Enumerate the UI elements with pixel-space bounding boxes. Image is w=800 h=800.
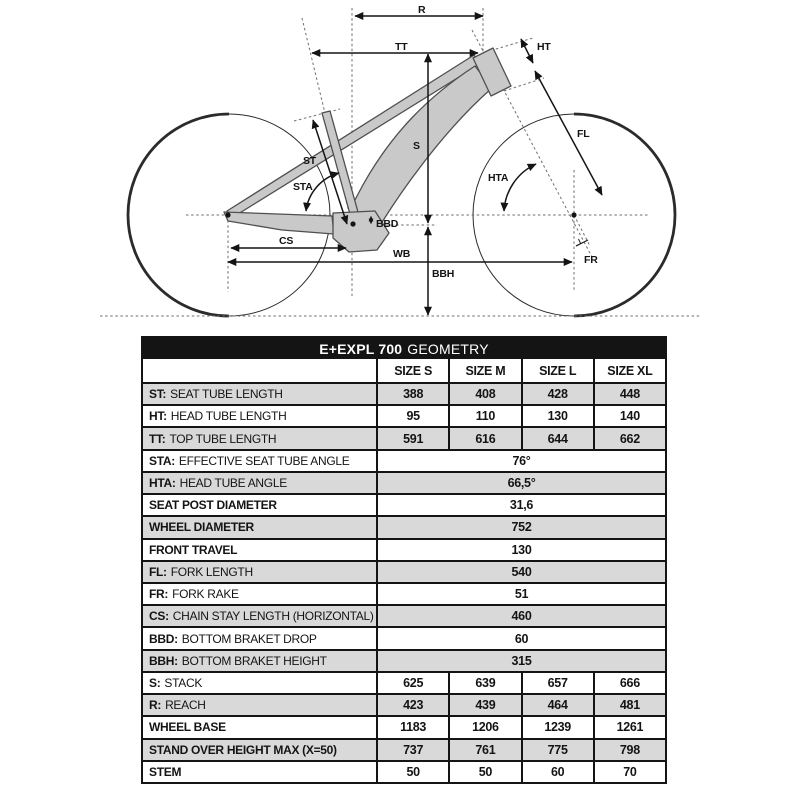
value-cell: 761	[448, 740, 520, 760]
geometry-table-body	[143, 382, 665, 782]
table-row	[143, 515, 665, 537]
row-label: STA: EFFECTIVE SEAT TUBE ANGLE	[149, 453, 350, 468]
value-cell: 625	[376, 673, 448, 693]
merged-value-cell: 540	[376, 562, 665, 582]
value-cell: 1239	[521, 717, 593, 737]
row-label: FR: FORK RAKE	[149, 587, 239, 602]
table-row	[143, 404, 665, 426]
label-toptube: TT	[395, 41, 408, 53]
value-cell: 1206	[448, 717, 520, 737]
value-cell: 439	[448, 695, 520, 715]
value-cell: 95	[376, 406, 448, 426]
table-row	[143, 471, 665, 493]
merged-value-cell: 66,5°	[376, 473, 665, 493]
chainstay	[224, 212, 334, 234]
label-seatangle: STA	[293, 181, 313, 193]
row-label: BBD: BOTTOM BRAKET DROP	[149, 631, 317, 646]
table-row	[143, 426, 665, 448]
front-axle-dot	[571, 212, 576, 217]
value-cell: 130	[521, 406, 593, 426]
merged-value-cell: 31,6	[376, 495, 665, 515]
table-row	[143, 560, 665, 582]
header-size-l: SIZE L	[521, 359, 593, 382]
label-forklength: FL	[577, 128, 590, 140]
label-seattube: ST	[303, 155, 317, 167]
value-cell: 591	[376, 428, 448, 448]
row-label: FRONT TRAVEL	[149, 542, 238, 557]
table-row	[143, 604, 665, 626]
value-cell: 110	[448, 406, 520, 426]
value-cell: 1261	[593, 717, 665, 737]
label-forkrake: FR	[584, 254, 598, 266]
table-row	[143, 715, 665, 737]
table-row	[143, 693, 665, 715]
value-cell: 60	[521, 762, 593, 782]
label-reach: R	[418, 4, 426, 16]
header-size-m: SIZE M	[448, 359, 520, 382]
value-cell: 1183	[376, 717, 448, 737]
label-headtube: HT	[537, 41, 551, 53]
table-row	[143, 738, 665, 760]
merged-value-cell: 752	[376, 517, 665, 537]
label-bbheight: BBH	[432, 268, 455, 280]
table-row	[143, 382, 665, 404]
value-cell: 616	[448, 428, 520, 448]
merged-value-cell: 76°	[376, 451, 665, 471]
row-label: BBH: BOTTOM BRAKET HEIGHT	[149, 653, 327, 668]
row-label: R: REACH	[149, 698, 206, 713]
value-cell: 50	[448, 762, 520, 782]
value-cell: 50	[376, 762, 448, 782]
value-cell: 428	[521, 384, 593, 404]
merged-value-cell: 130	[376, 540, 665, 560]
value-cell: 666	[593, 673, 665, 693]
value-cell: 775	[521, 740, 593, 760]
value-cell: 798	[593, 740, 665, 760]
value-cell: 737	[376, 740, 448, 760]
header-empty-cell	[143, 359, 376, 382]
value-cell: 70	[593, 762, 665, 782]
table-row	[143, 760, 665, 782]
value-cell: 408	[448, 384, 520, 404]
label-wheelbase: WB	[393, 248, 411, 260]
table-row	[143, 671, 665, 693]
row-label: FL: FORK LENGTH	[149, 564, 253, 579]
table-header-row	[143, 359, 665, 382]
header-size-xl: SIZE XL	[593, 359, 665, 382]
value-cell: 481	[593, 695, 665, 715]
bike-geometry-svg	[0, 0, 800, 336]
bike-frame	[224, 48, 511, 252]
geometry-table	[141, 336, 667, 784]
label-stack: S	[413, 140, 420, 152]
table-row	[143, 493, 665, 515]
bottom-bracket-dot	[350, 221, 355, 226]
table-title-word: GEOMETRY	[407, 340, 489, 357]
value-cell: 657	[521, 673, 593, 693]
row-label: STAND OVER HEIGHT MAX (X=50)	[149, 742, 337, 757]
label-chainstay: CS	[279, 235, 294, 247]
row-label: WHEEL DIAMETER	[149, 520, 254, 535]
row-label: ST: SEAT TUBE LENGTH	[149, 387, 283, 402]
table-row	[143, 649, 665, 671]
value-cell: 423	[376, 695, 448, 715]
row-label: CS: CHAIN STAY LENGTH (HORIZONTAL)	[149, 609, 374, 624]
merged-value-cell: 51	[376, 584, 665, 604]
value-cell: 662	[593, 428, 665, 448]
table-title	[143, 338, 665, 359]
value-cell: 464	[521, 695, 593, 715]
value-cell: 448	[593, 384, 665, 404]
label-bbdrop: BBD	[376, 218, 399, 230]
table-row	[143, 582, 665, 604]
row-label: TT: TOP TUBE LENGTH	[149, 431, 277, 446]
bike-geometry-diagram	[0, 0, 800, 336]
value-cell: 644	[521, 428, 593, 448]
forkrake-angle-mark	[576, 239, 581, 246]
label-headangle: HTA	[488, 172, 509, 184]
table-row	[143, 626, 665, 648]
header-size-s: SIZE S	[376, 359, 448, 382]
value-cell: 388	[376, 384, 448, 404]
table-row	[143, 538, 665, 560]
headtube-arrow	[521, 39, 533, 63]
table-title-model: E+EXPL 700	[319, 340, 403, 357]
merged-value-cell: 460	[376, 606, 665, 626]
row-label: S: STACK	[149, 675, 203, 690]
row-label: WHEEL BASE	[149, 720, 226, 735]
table-row	[143, 449, 665, 471]
value-cell: 140	[593, 406, 665, 426]
value-cell: 639	[448, 673, 520, 693]
rear-axle-dot	[225, 212, 230, 217]
row-label: STEM	[149, 764, 182, 779]
headangle-arc	[504, 164, 536, 211]
row-label: HT: HEAD TUBE LENGTH	[149, 409, 287, 424]
merged-value-cell: 315	[376, 651, 665, 671]
row-label: HTA: HEAD TUBE ANGLE	[149, 475, 287, 490]
forklength-arrow	[535, 71, 602, 195]
row-label: SEAT POST DIAMETER	[149, 498, 277, 513]
merged-value-cell: 60	[376, 628, 665, 648]
